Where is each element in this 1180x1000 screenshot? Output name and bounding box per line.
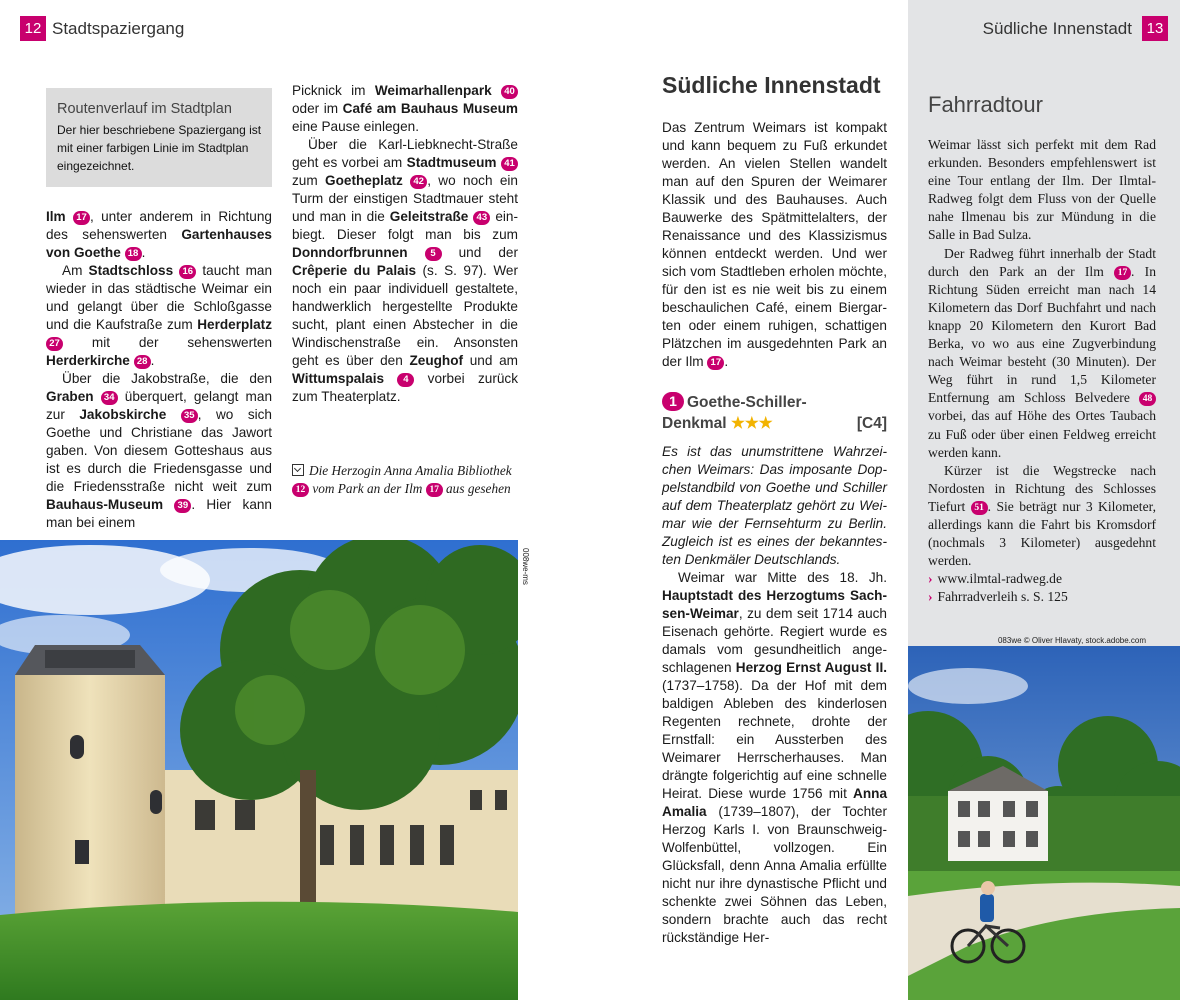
sight-title-line2: Denkmal xyxy=(662,415,727,432)
photo-credit-left: 008we-ms xyxy=(521,548,530,585)
rating-stars: ★★★ xyxy=(730,415,773,432)
sight-number-badge: 1 xyxy=(662,392,684,411)
sight-heading xyxy=(662,392,887,434)
route-infobox xyxy=(46,88,272,187)
chapter-heading: Südliche Innenstadt xyxy=(662,72,881,98)
running-head-left: Stadtspaziergang xyxy=(52,19,185,38)
arrow-icon: › xyxy=(928,571,933,587)
sight-title-line1: Goethe-Schiller- xyxy=(687,394,807,411)
photo-cyclist-garden-house xyxy=(908,646,1180,1000)
infobox-text: Der hier beschriebene Spaziergang ist mit einer farbigen Linie im Stadtplan eingezeichnet. xyxy=(57,123,262,173)
running-head-right: Südliche Innenstadt xyxy=(982,19,1132,38)
left-column-1-text: Ilm 17 , unter anderem in Richtung des sehenswerten Gartenhauses von Goethe 18 . Am Stadtschloss 16 taucht man wieder in das städtische Weimar ein und gelangt über die Schloßgasse und die Kaufstraße zum Herderplatz 27 mit der sehenswerten Herderkirche 28 . Über die Jakobstraße, die den Graben 34 überquert, gelangt man zur Jakobskirche 35 , wo sich Goethe und Christiane das Jawort gaben. Von diesem Gotteshaus aus ist es durch die Friedensgasse und die Friedensstraße nicht weit zum Bauhaus-Museum 39 . Hier kann man bei einem xyxy=(46,209,273,530)
photo-caption: Die Herzogin Anna Amalia Bibliothek 12 vom Park an der Ilm 17 aus gesehen xyxy=(292,462,522,498)
caption-number-12: 12 xyxy=(292,483,309,497)
photo-reference-icon xyxy=(292,464,304,476)
arrow-icon: › xyxy=(928,589,933,605)
sidebar-text: Weimar lässt sich perfekt mit dem Rad erkunden. Besonders empfehlenswert ist eine Tour entlang der Ilm. Der Ilmtal-Radweg folgt dem Fluss von der Quelle nahe Ilmenau bis zur Mündung in die Salle in Bad Sulza. Der Radweg führt innerhalb der Stadt durch den Park an der Ilm 17 . In Richtung Süden erreicht man nach 14 Kilometern das Dorf Buchfahrt und nach knapp 20 Kilometern den Kurort Bad Berka, vo wo aus eine Zugverbindung nach Weimar besteht (30 Minuten). Der Weg führt in rund 1,5 Kilometer Entfernung am Schloss Belvedere 48 vorbei, das auf Höhe des Ortes Taubach zu Fuß oder über einen Feldweg erreicht werden kann. Kürzer ist die Wegstrecke nach Nordosten in Richtung des Schlosses Tiefurt 51 . Sie beträgt nur 3 Kilometer, allerdings kann die Fahrt bis Kromsdorf (nochmals 3 Kilometer) ausgedehnt werden. › www.ilmtal-radweg.de › Fahrradverleih s. S. 125 xyxy=(928,136,1156,606)
sight-text: Es ist das unumstrittene Wahrzeichen Weimars: Das imposante Doppelstandbild von Goethe und Schiller auf dem Theaterplatz gehört zu Weimar wie der Fernsehturm zu Berlin. Zugleich ist es eines der bekanntesten Denkmäler Deutschlands. Weimar war Mitte des 18. Jh. Hauptstadt des Herzogtums Sachsen-Weimar, zu dem seit 1714 auch Eisenach gehörte. Regiert wurde es damals vom gesundheitlich angeschlagenen Herzog Ernst August II. (1737–1758). Da der Hof mit dem baldigen Ableben des kinderlosen Regenten rechnete, drohte der Ernstfall: ein Aussterben des Weimarer Herrscherhauses. Man drängte folgerichtig auf eine schnelle Heirat. Diese wurde 1756 mit Anna Amalia (1739–1807), der Tochter Herzog Karls I. von Braunschweig-Wolfenbüttel, vollzogen. Ein Glücksfall, denn Anna Amalia erfüllte nicht nur ihre dynastische Pflicht und schenkte zwei Söhnen das Leben, sondern brachte auch das recht rückständige Her- xyxy=(662,444,888,945)
link-radweg[interactable]: › www.ilmtal-radweg.de xyxy=(928,571,1062,587)
left-column-2-text: Picknick im Weimarhallenpark 40 oder im Café am Bauhaus Museum eine Pause einlegen. Über die Karl-Liebknecht-Straße geht es vorbei am Stadtmuseum 41 zum Goetheplatz 42 , wo noch ein Turm der einstigen Stadtmauer steht und man in die Geleitstraße 43 einbiegt. Dieser folgt man bis zum Donndorfbrunnen 5 und der Crêperie du Palais (s. S. 97). Wer noch ein paar individuell gestaltete, handwerklich hergestellte Produkte sucht, plant einen Abstecher in die Windischenstraße ein. Ansonsten geht es über den Zeughof und am Wittumspalais 4 vorbei zurück zum Theaterplatz. xyxy=(292,83,519,404)
intro-text: Das Zentrum Weimars ist kompakt und kann bequem zu Fuß erkundet werden. An vielen Stellen wandelt man auf den Spuren der Weimarer Klassik und des Bauhauses. Auch Bauwerke des Spätmittelalters, der Renaissance und des Klassizismus können entdeckt werden. Und wer sich vom Stadtleben erholen möchte, für den ist es nie weit bis zu einem beschaulichen Café, einem Biergarten oder einem ruhigen, schattigen Plätzchen im ausgedehnten Park an der Ilm 17 . xyxy=(662,120,887,369)
sidebar-panel xyxy=(908,0,1180,1000)
page-number-left: 12 xyxy=(20,16,46,41)
grid-reference: [C4] xyxy=(856,415,887,432)
caption-number-17: 17 xyxy=(426,483,443,497)
photo-credit-right: 083we © Oliver Hlavaty, stock.adobe.com xyxy=(997,636,1146,645)
sidebar-title: Fahrradtour xyxy=(928,92,1043,117)
infobox-title: Routenverlauf im Stadtplan xyxy=(57,101,232,117)
link-fahrradverleih[interactable]: › Fahrradverleih s. S. 125 xyxy=(928,589,1068,605)
page-number-right: 13 xyxy=(1142,16,1168,41)
photo-anna-amalia-library xyxy=(0,540,518,1000)
